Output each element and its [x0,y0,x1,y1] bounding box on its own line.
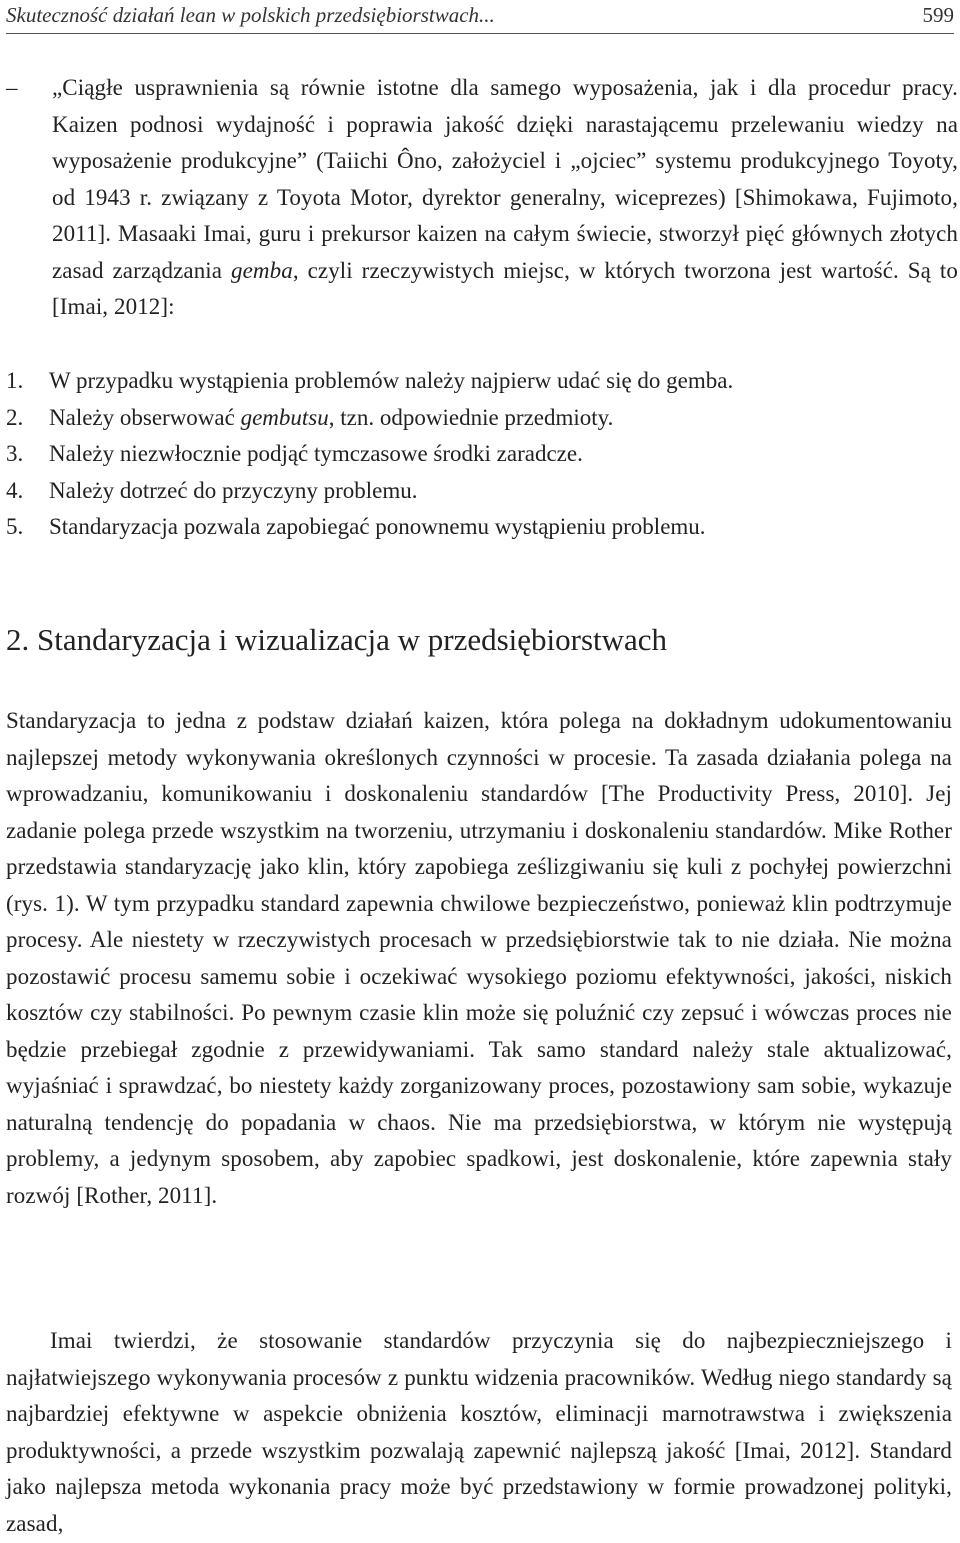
principles-list [6,363,733,546]
list-number: 4. [6,477,24,503]
section-paragraph-1: Standaryzacja to jedna z podstaw działań kaizen, która polega na dokładnym udokumentowaniu najlepszej metody wykonywania określonych czynności w procesie. Ta zasada działania polega na wprowadzaniu, komunikowaniu i doskonaleniu standardów [The Productivity Press, 2010]. Jej zadanie polega przede wszystkim na tworzeniu, utrzymaniu i doskonaleniu standardów. Mike Rother przedstawia standaryzację jako klin, który zapobiega ześlizgiwaniu się kuli z pochyłej powierzchni (rys. 1). W tym przypadku standard zapewnia chwilowe bezpieczeństwo, ponieważ klin podtrzymuje procesy. Ale niestety w rzeczywistych procesach w przedsiębiorstwie tak to nie działa. Nie można pozostawić procesu samemu sobie i oczekiwać wysokiego poziomu efektywności, jakości, niskich kosztów czy stabilności. Po pewnym czasie klin może się poluźnić czy zepsuć i wówczas proces nie będzie przebiegał zgodnie z przewidywaniami. Tak samo standard należy stale aktualizować, wyjaśniać i sprawdzać, bo niestety każdy zorganizowany proces, pozostawiony sam sobie, wykazuje naturalną tendencję do popadania w chaos. Nie ma przedsiębiorstwa, w którym nie występują problemy, a jedynym sposobem, aby zapobiec spadkowi, jest doskonalenie, które zapewnia stały rozwój [Rother, 2011]. [6,708,952,1208]
running-title: Skuteczność działań lean w polskich przedsiębiorstwach... [6,3,495,27]
section-paragraph-2-text: Imai twierdzi, że stosowanie standardów przyczynia się do najbezpieczniejszego i najłatwiejszego wykonywania procesów z punktu widzenia pracowników. Według niego standardy są najbardziej efektywne w aspekcie obniżenia kosztów, eliminacji marnotrawstwa i zwiększenia produktywności, a przede wszystkim pozwalają zapewnić najlepszą jakość [Imai, 2012]. Standard jako najlepsza metoda wykonania pracy może być przedstawiony w formie prowadzonej polityki, zasad, [6,1328,952,1536]
list-text [49,473,417,510]
list-item [6,473,733,510]
list-text [49,436,583,473]
list-text-italic: gembutsu [240,404,329,430]
list-text-before: Należy obserwować [49,404,241,430]
list-text [49,400,613,437]
quote-text-b: , czyli rzeczywistych miejsc, w których tworzona jest wartość. Są to [Imai, 2012]: [52,257,958,319]
list-text [49,509,706,546]
list-number: 1. [6,368,24,393]
quote-text-a: „Ciągłe usprawnienia są równie istotne dla samego wyposażenia, jak i dla procedur pracy. Kaizen podnosi wydajność i poprawia jakość dzięki narastającemu przelewaniu wiedzy na wyposażenie produkcyjne” (Taiichi Ôno, założyciel i „ojciec” systemu produkcyjnego Toyoty, od 1943 r. związany z Toyota Motor, dyrektor generalny, wiceprezes) [Shimokawa, Fujimoto, 2011]. Masaaki Imai, guru i prekursor kaizen na całym świecie, stworzył pięć głównych złotych zasad zarządzania [52,75,958,283]
list-text-before: Należy niezwłocznie podjąć tymczasowe środki zaradcze. [49,441,583,466]
list-text-before: Standaryzacja pozwala zapobiegać ponownemu wystąpieniu problemu. [49,514,706,539]
page-number: 599 [922,3,954,27]
dash-marker: – [6,75,18,100]
list-item [6,400,733,437]
section-heading: 2. Standaryzacja i wizualizacja w przedsiębiorstwach [6,622,668,657]
italic-term-gemba: gemba [231,257,293,283]
list-text [49,363,733,400]
section-paragraph-2 [6,1323,952,1542]
list-text-after: , tzn. odpowiednie przedmioty. [328,404,614,430]
list-text-before: Należy dotrzeć do przyczyny problemu. [49,477,418,503]
list-text-before: W przypadku wystąpienia problemów należy najpierw udać się do gemba. [49,368,734,393]
list-item [6,509,733,546]
list-item [6,436,733,473]
list-number: 5. [6,514,24,539]
running-header [6,0,954,34]
list-number: 2. [6,404,24,430]
list-number: 3. [6,441,24,466]
list-item [6,363,733,400]
quote-paragraph [52,70,958,326]
